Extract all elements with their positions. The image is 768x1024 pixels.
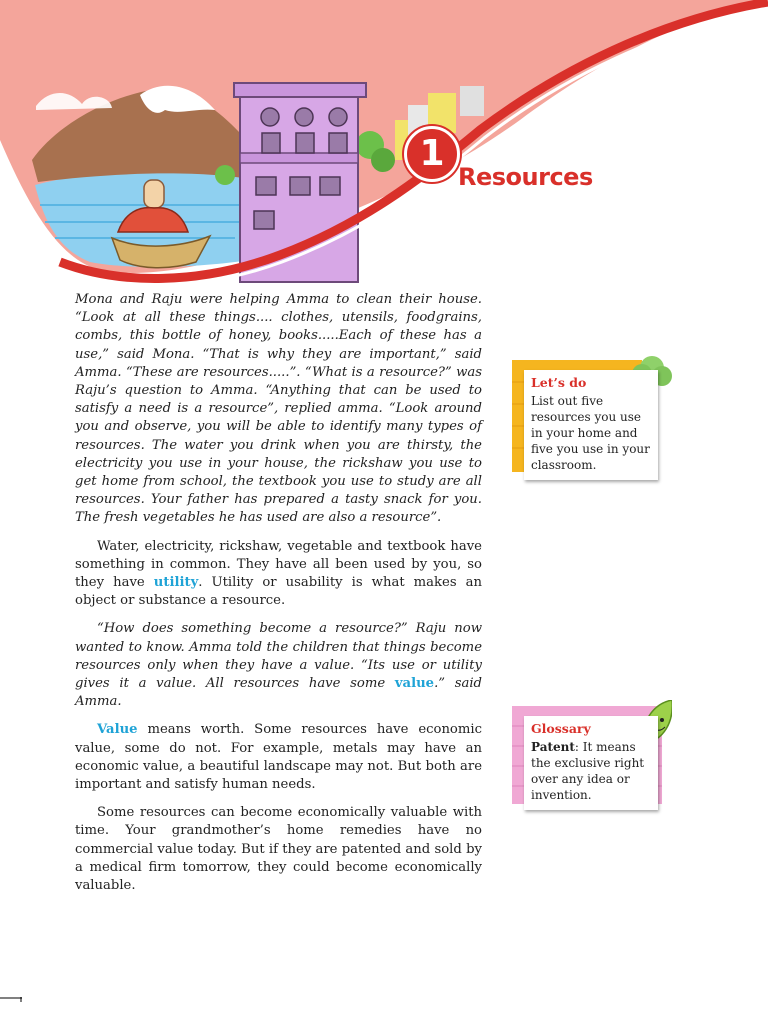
glossary-definition: : It means the exclusive right over any idea or invention. (531, 740, 645, 802)
story-paragraph: Mona and Raju were helping Amma to clean their house. “Look at all these things.... clothes, utensils, foodgrains, combs, this bottle of honey, books.....Each of these has a use,” said Mona. “That is why they are important,” said Amma. “These are resources.....”. “What is a resource?” was Raju’s question to Amma. “Anything that can be used to satisfy a need is a resource”, replied amma. “Look around you and observe, you will be able to identify many types of resources. The water you drink when you are thirsty, the electricity you use in your house, the rickshaw you use to get home from school, the textbook you use to study are all resources. Your father has prepared a tasty snack for you. The fresh vegetables he has used are also a resource”. (75, 292, 482, 526)
value-definition-text: means worth. Some resources have economic value, some do not. For example, metals may have an economic value, a beautiful landscape may not. But both are important and satisfy human needs. (75, 722, 482, 793)
lets-do-card (524, 370, 658, 480)
glossary-entry (531, 739, 651, 803)
glossary-title: Glossary (531, 721, 591, 736)
main-text-column (75, 291, 482, 905)
chapter-number-badge: 1 (404, 126, 460, 182)
value-question-text-a: “How does something become a resource?” Raju now wanted to know. Amma told the children that things become resources only when they have a value. “Its use or utility gives it a value. All resources have some (75, 621, 482, 692)
lets-do-box (512, 352, 672, 487)
keyword-value: value (394, 676, 435, 692)
keyword-value-heading: Value (97, 722, 138, 738)
chapter-banner-illustration (0, 0, 768, 290)
utility-paragraph (75, 538, 482, 611)
value-question-paragraph (75, 620, 482, 711)
glossary-box (512, 700, 672, 820)
lets-do-text: List out five resources you use in your home and five you use in your classroom. (531, 394, 650, 472)
value-definition-paragraph (75, 721, 482, 794)
lets-do-title: Let’s do (531, 375, 587, 390)
keyword-utility: utility (153, 575, 199, 591)
chapter-title: Resources (458, 163, 593, 191)
glossary-card (524, 716, 658, 810)
utility-paragraph-text-b: . Utility or usability is what makes an object or substance a resource. (75, 575, 483, 609)
economic-value-paragraph: Some resources can become economically valuable with time. Your grandmother’s home remedies have no commercial value today. But if they are patented and sold by a medical firm tomorrow, they could become economically valuable. (75, 805, 482, 894)
value-question-text-b: .” said Amma. (75, 676, 482, 710)
glossary-term: Patent (531, 740, 575, 754)
crop-mark-icon (0, 997, 22, 1002)
utility-paragraph-text-a: Water, electricity, rickshaw, vegetable and textbook have something in common. They have all been used by you, so they have (75, 538, 482, 591)
